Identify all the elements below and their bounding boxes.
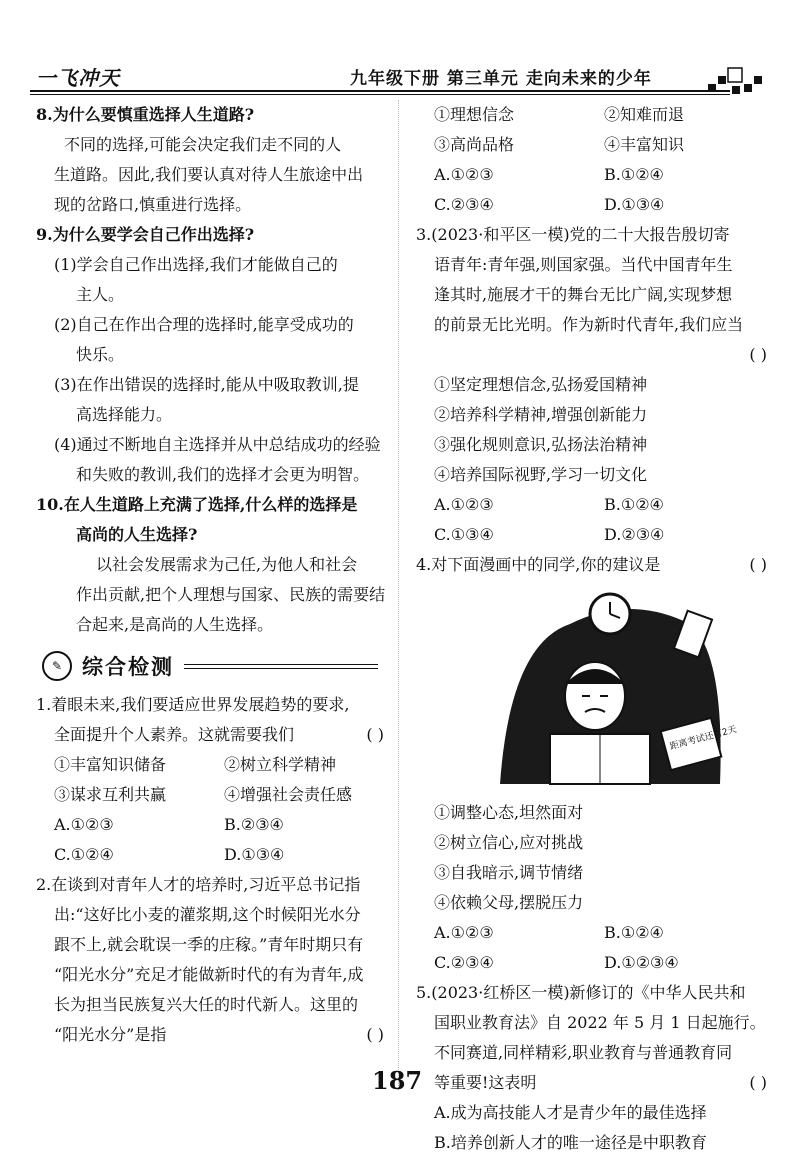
q10-title: 10.在人生道路上充满了选择,什么样的选择是 xyxy=(36,495,358,514)
p3-option: ②培养科学精神,增强创新能力 xyxy=(434,405,648,424)
column-divider xyxy=(398,100,399,1090)
page-header xyxy=(0,0,800,100)
left-column xyxy=(36,100,388,1050)
right-column xyxy=(416,100,771,1158)
p4-option: ③自我暗示,调节情绪 xyxy=(434,863,584,882)
p3-paren-line xyxy=(416,340,771,370)
p1-stem: 1.着眼未来,我们要适应世界发展趋势的要求, xyxy=(36,695,350,714)
q9-title: 9.为什么要学会自己作出选择? xyxy=(36,225,255,244)
p2-stem: 出:“这好比小麦的灌浆期,这个时候阳光水分 xyxy=(54,905,361,924)
p4-choices: C.②③④ D.①②③④ xyxy=(434,953,679,972)
p2-choices: A.①②③ B.①②④ xyxy=(434,165,664,184)
p4-option: ①调整心态,坦然面对 xyxy=(434,803,584,822)
section-badge-icon: ✎ xyxy=(42,651,72,681)
p2-choices: C.②③④ D.①③④ xyxy=(434,195,665,214)
p4-stem: 4.对下面漫画中的同学,你的建议是 ( ) xyxy=(416,550,771,580)
q10-title: 高尚的人生选择? xyxy=(76,525,198,544)
p3-stem: 的前景无比光明。作为新时代青年,我们应当 xyxy=(434,315,744,334)
p2-stem: “阳光水分”充足才能做新时代的有为青年,成 xyxy=(54,965,364,984)
section-title: 综合检测 xyxy=(82,654,174,679)
section-header xyxy=(36,646,388,686)
p3-stem: 3.(2023·和平区一模)党的二十大报告殷切寄 xyxy=(416,225,730,244)
p1-choices: C.①②④ D.①③④ xyxy=(54,845,285,864)
cartoon-illustration xyxy=(490,584,738,792)
answer-paren: ( ) xyxy=(366,725,384,744)
p1-options: ③谋求互利共赢 ④增强社会责任感 xyxy=(54,785,353,804)
q8-title: 8.为什么要慎重选择人生道路? xyxy=(36,105,255,124)
p5-stem: 国职业教育法》自 2022 年 5 月 1 日起施行。 xyxy=(434,1013,766,1032)
p3-option: ①坚定理想信念,弘扬爱国精神 xyxy=(434,375,648,394)
p2-options: ①理想信念 ②知难而退 xyxy=(434,105,685,124)
answer-paren: ( ) xyxy=(749,345,767,364)
p1-options: ①丰富知识储备 ②树立科学精神 xyxy=(54,755,337,774)
p5-choice: B.培养创新人才的唯一途径是中职教育 xyxy=(434,1133,707,1152)
p4-option: ②树立信心,应对挑战 xyxy=(434,833,584,852)
p2-stem: “阳光水分”是指 ( ) xyxy=(36,1020,388,1050)
q10-line: 合起来,是高尚的人生选择。 xyxy=(76,615,274,634)
p3-option: ③强化规则意识,弘扬法治精神 xyxy=(434,435,648,454)
p2-stem: 长为担当民族复兴大任的时代新人。这里的 xyxy=(54,995,359,1014)
q9-line: (2)自己在作出合理的选择时,能享受成功的 xyxy=(54,315,354,334)
p4-choices: A.①②③ B.①②④ xyxy=(434,923,664,942)
q8-line: 不同的选择,可能会决定我们走不同的人 xyxy=(64,135,342,154)
answer-paren: ( ) xyxy=(366,1025,384,1044)
q9-line: (1)学会自己作出选择,我们才能做自己的 xyxy=(54,255,338,274)
answer-paren: ( ) xyxy=(749,555,767,574)
q8-line: 生道路。因此,我们要认真对待人生旅途中出 xyxy=(54,165,364,184)
p3-choices: A.①②③ B.①②④ xyxy=(434,495,664,514)
q9-line: (4)通过不断地自主选择并从中总结成功的经验 xyxy=(54,435,381,454)
q9-line: 高选择能力。 xyxy=(76,405,173,424)
p1-stem: 全面提升个人素养。这就需要我们 ( ) xyxy=(36,720,388,750)
p1-choices: A.①②③ B.②③④ xyxy=(54,815,284,834)
q9-line: 快乐。 xyxy=(76,345,125,364)
cartoon-label: 距离考试还有2天 xyxy=(668,724,738,753)
p5-stem: 5.(2023·红桥区一模)新修订的《中华人民共和 xyxy=(416,983,746,1002)
p2-options: ③高尚品格 ④丰富知识 xyxy=(434,135,685,154)
q8-line: 现的岔路口,慎重进行选择。 xyxy=(54,195,252,214)
p5-stem: 等重要!这表明 ( ) xyxy=(416,1068,771,1098)
p3-option: ④培养国际视野,学习一切文化 xyxy=(434,465,648,484)
p3-choices: C.①③④ D.②③④ xyxy=(434,525,665,544)
q9-line: 和失败的教训,我们的选择才会更为明智。 xyxy=(76,465,370,484)
p5-choice: A.成为高技能人才是青少年的最佳选择 xyxy=(434,1103,707,1122)
p4-option: ④依赖父母,摆脱压力 xyxy=(434,893,584,912)
p5-stem: 不同赛道,同样精彩,职业教育与普通教育同 xyxy=(434,1043,733,1062)
page-number: 187 xyxy=(372,1066,423,1095)
answer-paren: ( ) xyxy=(749,1073,767,1092)
cartoon-image xyxy=(490,584,738,792)
q9-line: (3)在作出错误的选择时,能从中吸取教训,提 xyxy=(54,375,359,394)
header-title: 九年级下册 第三单元 走向未来的少年 xyxy=(350,69,652,89)
p3-stem: 语青年:青年强,则国家强。当代中国青年生 xyxy=(434,255,733,274)
brand-logo: 一飞冲天 xyxy=(36,66,120,90)
p2-stem: 2.在谈到对青年人才的培养时,习近平总书记指 xyxy=(36,875,361,894)
p3-stem: 逢其时,施展才干的舞台无比广阔,实现梦想 xyxy=(434,285,733,304)
q9-line: 主人。 xyxy=(76,285,125,304)
q10-line: 以社会发展需求为己任,为他人和社会 xyxy=(96,555,358,574)
q10-line: 作出贡献,把个人理想与国家、民族的需要结 xyxy=(76,585,386,604)
p2-stem: 跟不上,就会耽误一季的庄稼。”青年时期只有 xyxy=(54,935,364,954)
